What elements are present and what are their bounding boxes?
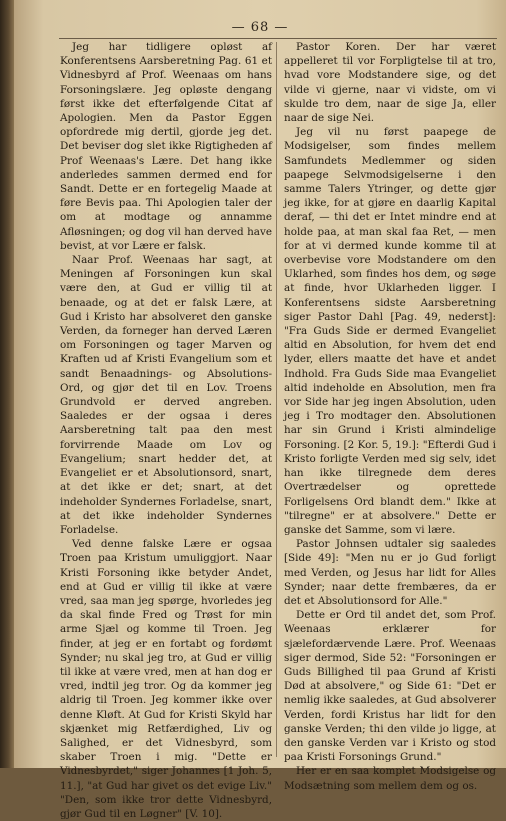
- book-page: [14, 0, 506, 820]
- paragraph: Naar Prof. Weenaas har sagt, at Meningen af Forsoningen kun skal være den, at Gud er villig til at benaade, og at det er falsk Lære, at Gud i Kristo har absolveret den ganske Verden, da forneger han derved Læren om Forsoningen og tager Marven og Kraften ud af Kristi Evangelium som et sandt Benaadnings- og Absolutions-Ord, og gjør det til en Lov. Troens Grundvold er derved angreben. Saaledes er der ogsaa i deres Aarsberetning talt paa den mest forvirrende Maade om Lov og Evangelium; snart hedder det, at Evangeliet er et Absolutionsord, snart, at det ikke er det; snart, at det indeholder Syndernes Forladelse, snart, at det ikke indeholder Syndernes Forladelse.: [60, 254, 272, 536]
- right-column: [284, 40, 496, 792]
- paragraph: Ved denne falske Lære er ogsaa Troen paa Kristum umuliggjort. Naar Kristi Forsoning ikke betyder Andet, end at Gud er villig til ikke at være vred, saa man jeg spørge, hvorledes jeg da skal finde Fred og Trøst for min arme Sjæl og komme til Troen. Jeg finder, at jeg er en fortabt og fordømt Synder; nu skal jeg tro, at Gud er villig til ikke at være vred, men at han dog er vred, indtil jeg tror. Og da kommer jeg aldrig til Troen. Jeg kommer ikke over denne Kløft. At Gud for Kristi Skyld har skjænket mig Retfærdighed, Liv og Salighed, er det Vidnesbyrd, som skaber Troen i mig. "Dette er Vidnesbyrdet," siger Johannes [1 Joh. 5, 11.], "at Gud har givet os det evige Liv." "Den, som ikke tror dette Vidnesbyrd, gjør Gud til en Løgner" [V. 10].: [60, 538, 272, 820]
- book-spine-shadow: [0, 0, 14, 768]
- paragraph: Dette er Ord til andet det, som Prof. Weenaas erklærer for sjælefordærvende Lære. Prof. Weenaas siger dermod, Side 52: "Forsoningen er Guds Billighed til paa Grund af Kristi Død at absolvere," og Side 61: "Det er nemlig ikke saaledes, at Gud absolverer Verden, fordi Kristus har lidt for den ganske Verden; thi den vilde jo ligge, at den ganske Verden var i Kristo og stod paa Kristi Forsonings Grund.": [284, 609, 496, 764]
- page-number: — 68 —: [231, 20, 289, 35]
- paragraph: Jeg vil nu først paapege de Modsigelser, som findes mellem Samfundets Medlemmer og siden paapege Selvmodsigelserne i den samme Talers Ytringer, og dette gjør jeg ikke, for at gjøre en daarlig Kapital deraf, — thi det er Intet mindre end at holde paa, at man skal faa Ret, — men for at vi dermed kunde komme til at overbevise vore Modstandere om den Uklarhed, som findes hos dem, og søge at finde, hvor Uklarheden ligger. I Konferentsens sidste Aarsberetning siger Pastor Dahl [Pag. 49, nederst]: "Fra Guds Side er dermed Evangeliet altid en Absolution, for hvem det end lyder, ellers maatte det have et andet Indhold. Fra Guds Side maa Evangeliet altid indeholde en Absolution, men fra vor Side har jeg ingen Absolution, uden jeg i Tro modtager den. Absolutionen har sin Grund i Kristi almindelige Forsoning. [2 Kor. 5, 19.]: "Efterdi Gud i Kristo forligte Verden med sig selv, idet han ikke tilregnede dem deres Overtrædelser og oprettede Forligelsens Ord blandt dem." Ikke at "tilregne" er at absolvere." Dette er ganske det Samme, som vi lære.: [284, 126, 496, 536]
- paragraph: Jeg har tidligere opløst af Konferentsens Aarsberetning Pag. 61 et Vidnesbyrd af Prof. Weenaas om hans Forsoningslære. Jeg opløste dengang først ikke det efterfølgende Citat af Apologien. Men da Pastor Eggen opfordrede mig dertil, gjorde jeg det. Det beviser dog slet ikke Rigtigheden af Prof Weenaas's Lære. Det hang ikke anderledes sammen dermed end for Sandt. Dette er en fortegelig Maade at føre Bevis paa. Thi Apologien taler der om at modtage og annamme Afløsningen; og dog vil han derved have bevist, at vor Lære er falsk.: [60, 41, 272, 252]
- column-separator: [276, 42, 277, 757]
- paragraph: Pastor Koren. Der har været appelleret til vor Forpligtelse til at tro, hvad vore Modstandere sige, og det vilde vi gjerne, naar vi vidste, om vi skulde tro dem, naar de sige Ja, eller naar de sige Nei.: [284, 41, 496, 125]
- paragraph: Her er en saa komplet Modsigelse og Modsætning som mellem dem og os.: [284, 765, 496, 792]
- left-column: [60, 40, 272, 820]
- paragraph: Pastor Johnsen udtaler sig saaledes [Side 49]: "Men nu er jo Gud forligt med Verden, og Jesus har lidt for Alles Synder; naar dette frembæres, da er det et Absolutionsord for Alle.": [284, 538, 496, 607]
- header-rule: [59, 38, 497, 39]
